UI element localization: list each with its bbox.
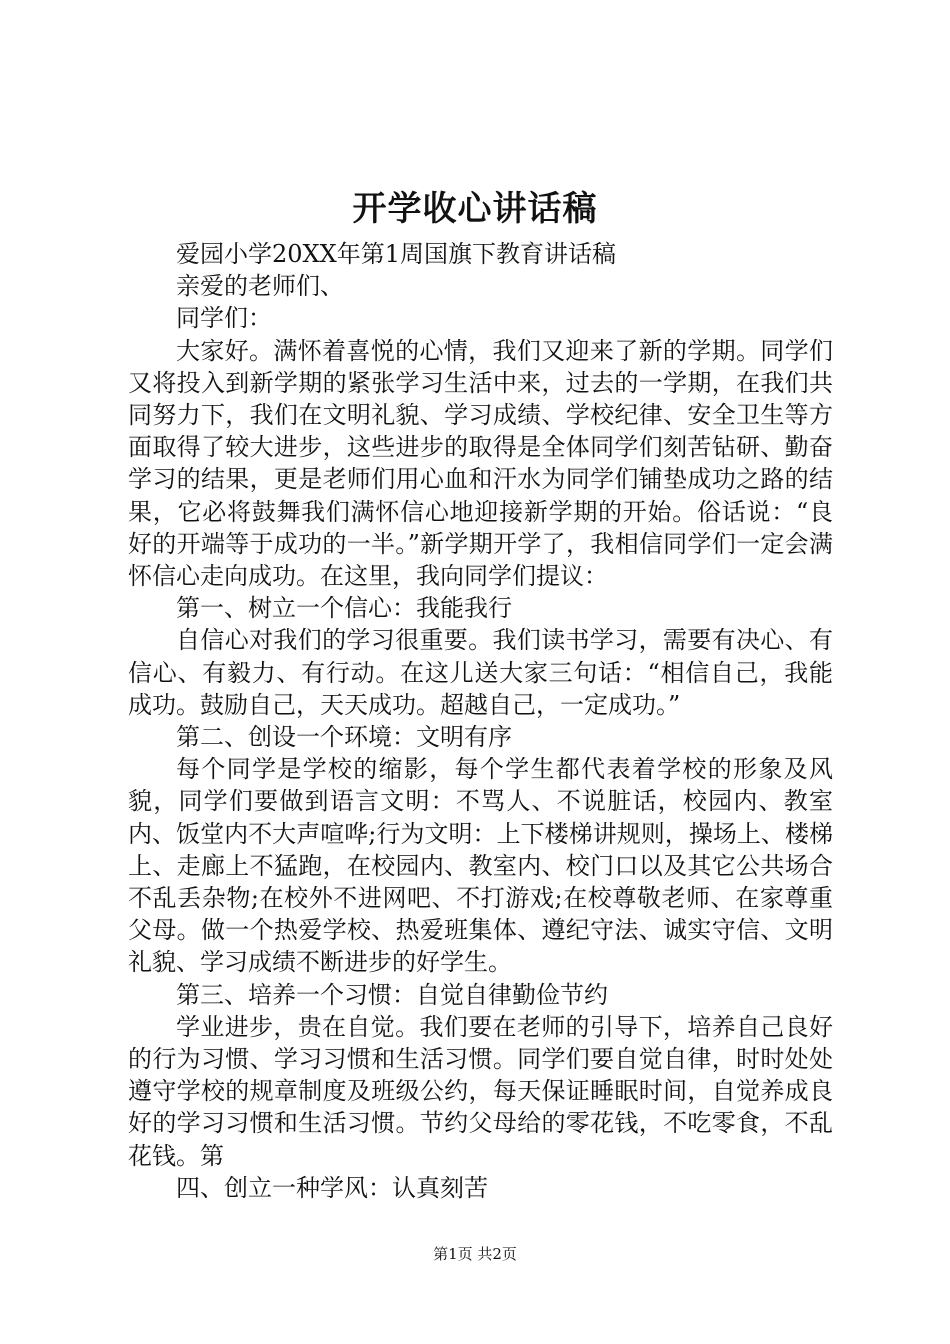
section-paragraph-2: 每个同学是学校的缩影，每个学生都代表着学校的形象及风貌，同学们要做到语言文明：不骂人、不说脏话，校园内、教室内、饭堂内不大声喧哗;行为文明：上下楼梯讲规则，操场上、楼梯上、走廊上不猛跑，在校园内、教室内、校门口以及其它公共场合不乱丢杂物;在校外不进网吧、不打游戏;在校尊敬老师、在家尊重父母。做一个热爱学校、热爱班集体、遵纪守法、诚实守信、文明礼貌、学习成绩不断进步的好学生。	[128, 755, 833, 977]
section-heading-3: 第三、培养一个习惯：自觉自律勤俭节约	[176, 980, 608, 1009]
page-footer: 第1页 共2页	[433, 1245, 517, 1263]
salutation-students: 同学们：	[176, 304, 272, 333]
intro-paragraph: 大家好。满怀着喜悦的心情，我们又迎来了新的学期。同学们又将投入到新学期的紧张学习生活中来，过去的一学期，在我们共同努力下，我们在文明礼貌、学习成绩、学校纪律、安全卫生等方面取得了较大进步，这些进步的取得是全体同学们刻苦钻研、勤奋学习的结果，更是老师们用心血和汗水为同学们铺垫成功之路的结果，它必将鼓舞我们满怀信心地迎接新学期的开始。俗话说：“良好的开端等于成功的一半。”新学期开学了，我相信同学们一定会满怀信心走向成功。在这里，我向同学们提议：	[128, 336, 833, 591]
section-heading-2: 第二、创设一个环境：文明有序	[176, 723, 512, 752]
section-heading-1: 第一、树立一个信心：我能我行	[176, 594, 512, 623]
section-heading-4: 四、创立一种学风：认真刻苦	[176, 1173, 488, 1202]
school-heading-line: 爱园小学20XX年第1周国旗下教育讲话稿	[176, 240, 616, 268]
document-body	[128, 238, 833, 1204]
section-paragraph-3: 学业进步，贵在自觉。我们要在老师的引导下，培养自己良好的行为习惯、学习习惯和生活习惯。同学们要自觉自律，时时处处遵守学校的规章制度及班级公约，每天保证睡眠时间，自觉养成良好的学习习惯和生活习惯。节约父母给的零花钱，不吃零食，不乱花钱。第	[128, 1012, 833, 1170]
salutation-teachers: 亲爱的老师们、	[176, 272, 344, 301]
document-title: 开学收心讲话稿	[352, 189, 598, 229]
section-paragraph-1: 自信心对我们的学习很重要。我们读书学习，需要有决心、有信心、有毅力、有行动。在这儿送大家三句话：“相信自己，我能成功。鼓励自己，天天成功。超越自己，一定成功。”	[128, 626, 833, 719]
